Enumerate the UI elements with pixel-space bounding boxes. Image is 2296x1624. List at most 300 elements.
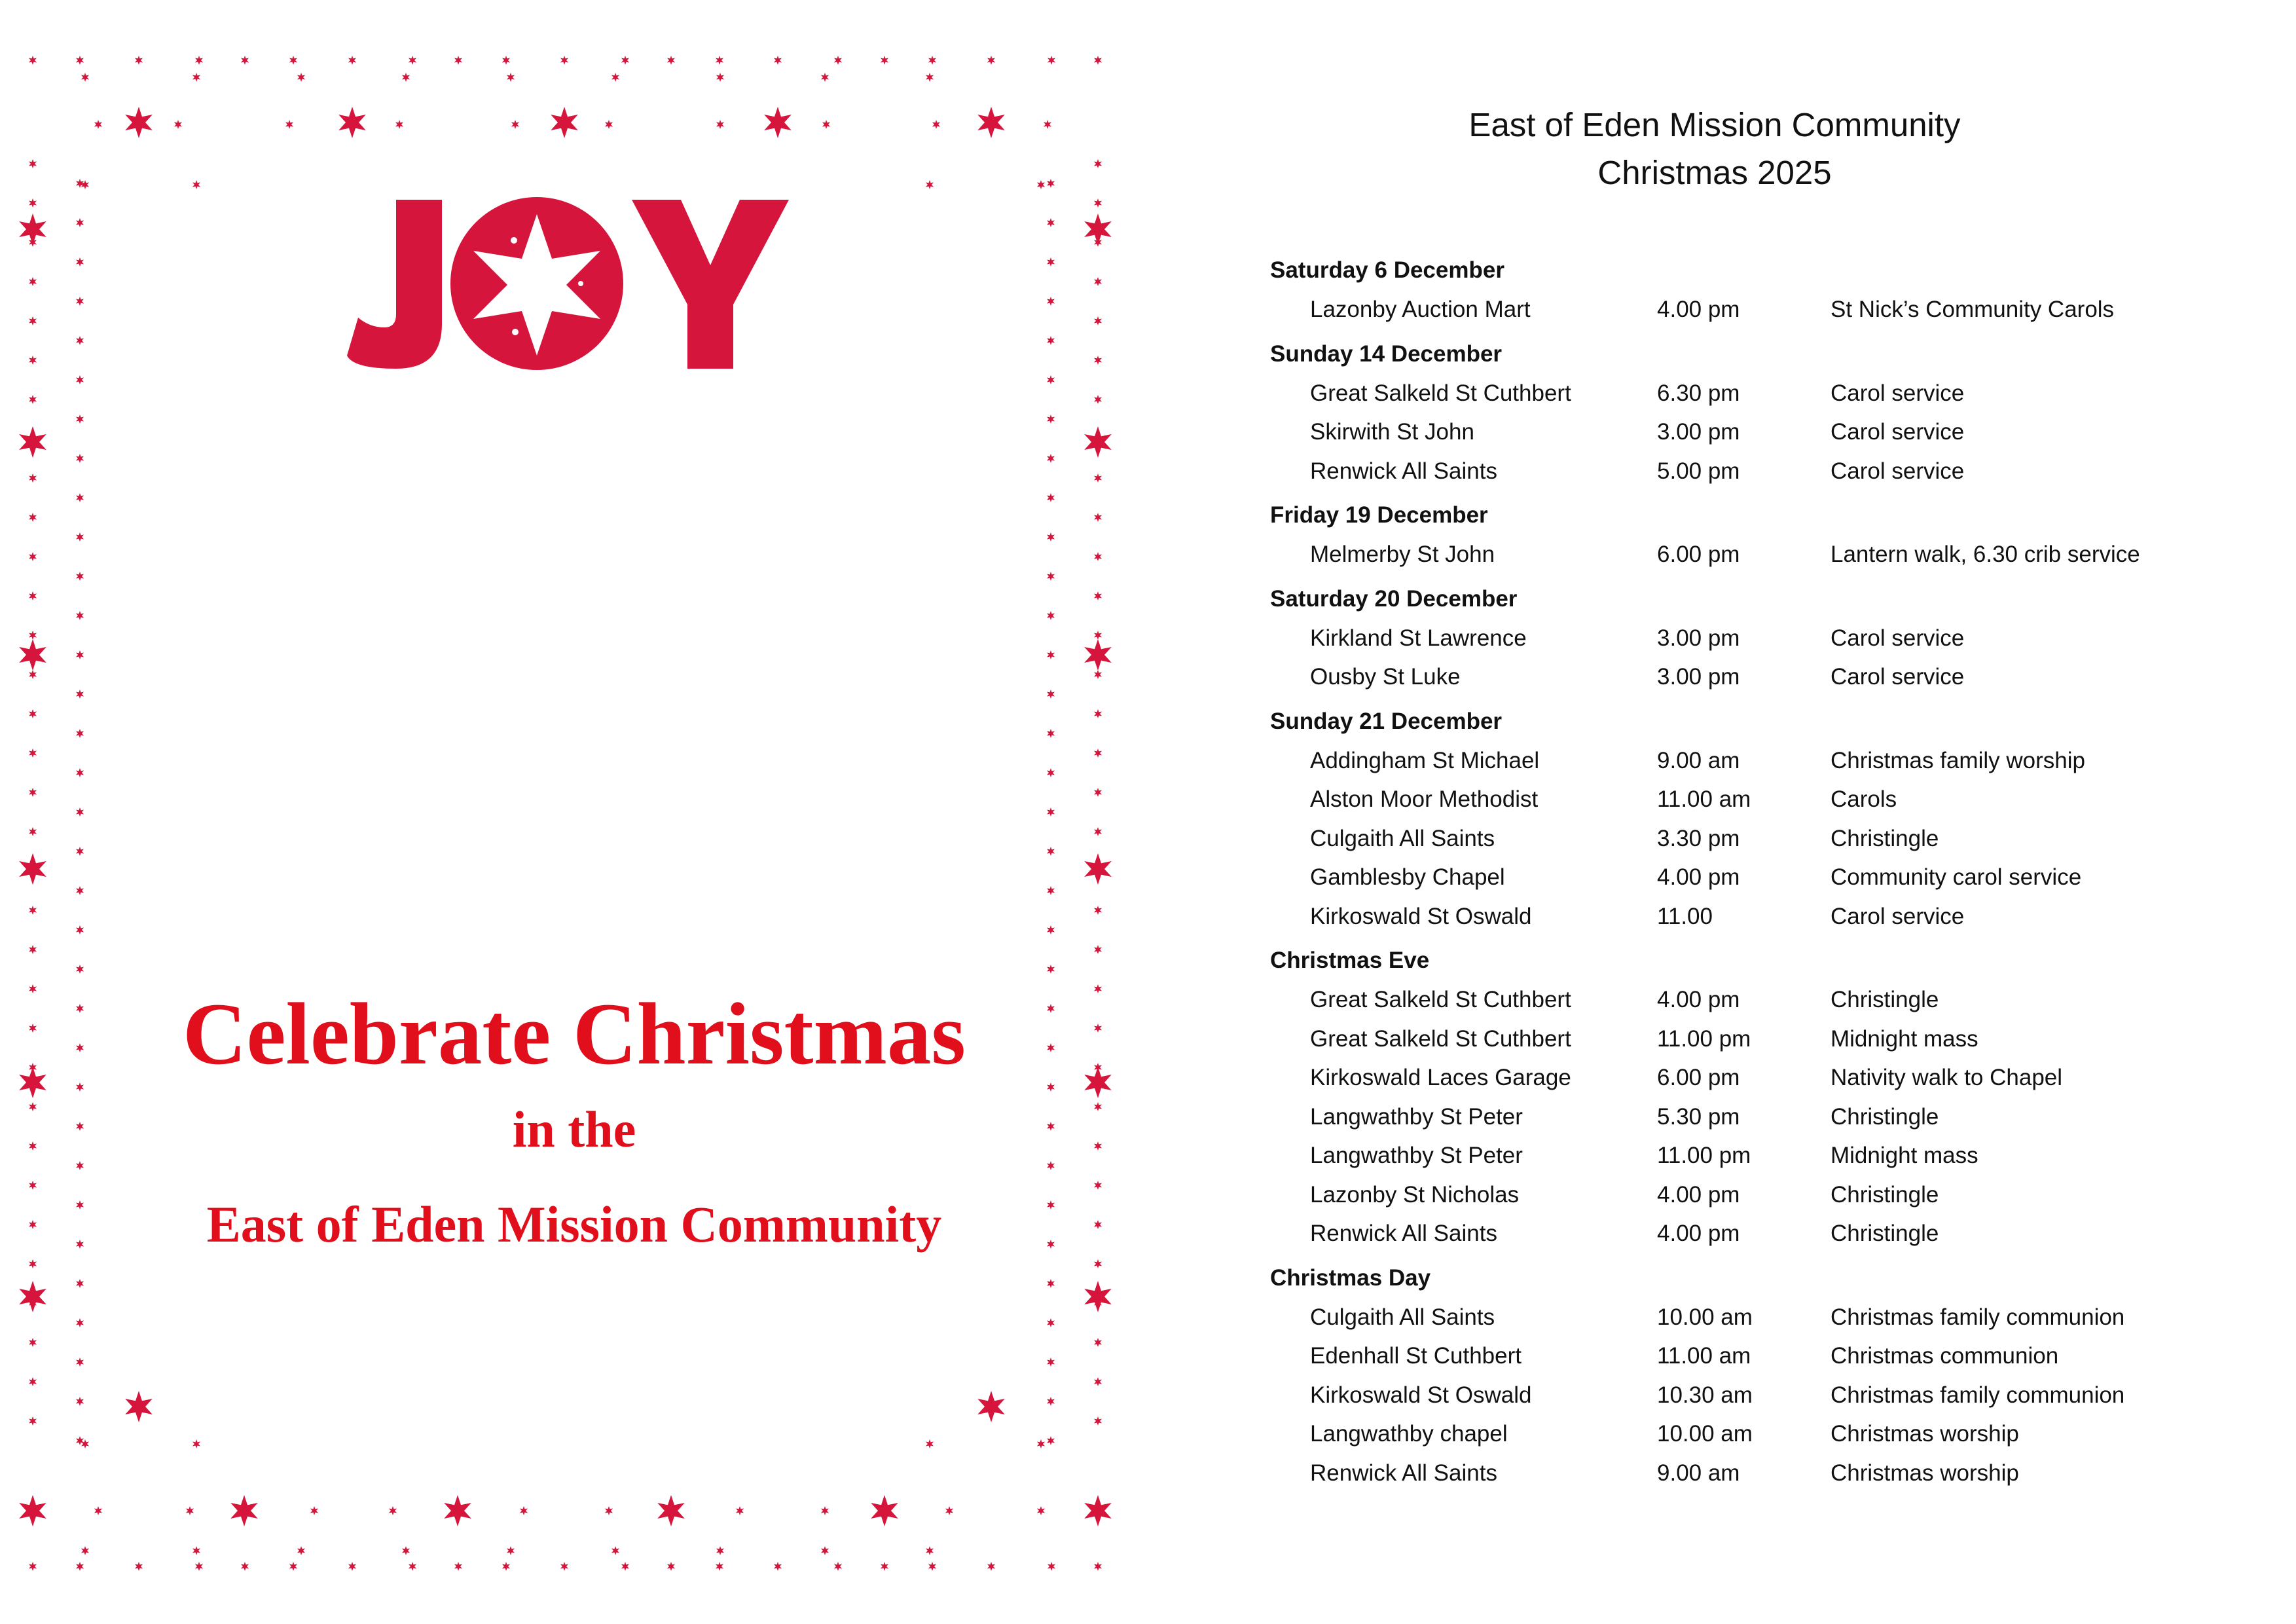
small-star-icon: [1094, 198, 1102, 208]
small-star-icon: [76, 297, 84, 306]
small-star-icon: [881, 1562, 888, 1571]
service-row: [1270, 741, 2278, 781]
large-star-icon: [764, 107, 792, 138]
service-time: 11.00 am: [1657, 1343, 1751, 1369]
small-star-icon: [1094, 1562, 1102, 1571]
service-row: [1270, 290, 2278, 329]
small-star-icon: [76, 886, 84, 895]
small-star-icon: [174, 120, 182, 129]
service-row: [1270, 819, 2278, 858]
small-star-icon: [621, 1562, 629, 1571]
small-star-icon: [1094, 277, 1102, 286]
service-time: 9.00 am: [1657, 1460, 1740, 1486]
service-row: [1270, 619, 2278, 658]
service-time: 4.00 pm: [1657, 297, 1740, 322]
day-title: Christmas Eve: [1270, 948, 1430, 973]
small-star-icon: [1094, 513, 1102, 522]
small-star-icon: [1047, 886, 1055, 895]
service-location: Great Salkeld St Cuthbert: [1310, 987, 1571, 1012]
small-star-icon: [29, 788, 37, 797]
service-time: 4.00 pm: [1657, 864, 1740, 890]
day-title: Christmas Day: [1270, 1264, 1431, 1291]
small-star-icon: [76, 729, 84, 738]
service-time: 3.00 pm: [1657, 664, 1740, 690]
small-star-icon: [881, 56, 888, 65]
service-location: Great Salkeld St Cuthbert: [1310, 380, 1571, 406]
service-row: [1270, 1414, 2278, 1454]
small-star-icon: [716, 73, 724, 82]
service-description: Carol service: [1831, 419, 1965, 445]
small-star-icon: [76, 847, 84, 856]
small-star-icon: [241, 1562, 249, 1571]
day-title: Sunday 21 December: [1270, 708, 1503, 734]
small-star-icon: [1094, 670, 1102, 679]
small-star-icon: [611, 73, 619, 82]
small-star-icon: [1047, 532, 1055, 542]
small-star-icon: [1094, 591, 1102, 600]
small-star-icon: [81, 1439, 89, 1449]
service-description: Christingle: [1831, 987, 1939, 1012]
small-star-icon: [192, 180, 200, 189]
small-star-icon: [29, 1181, 37, 1190]
celebrate-subtitle: in the: [512, 1101, 636, 1158]
service-description: Nativity walk to Chapel: [1831, 1065, 2063, 1090]
small-star-icon: [192, 1439, 200, 1449]
small-star-icon: [1047, 336, 1055, 345]
service-time: 4.00 pm: [1657, 987, 1740, 1012]
small-star-icon: [29, 709, 37, 718]
small-star-icon: [1048, 1562, 1055, 1571]
joy-logo: [344, 193, 795, 377]
small-star-icon: [736, 1506, 744, 1515]
small-star-icon: [76, 1397, 84, 1406]
service-location: Kirkoswald St Oswald: [1310, 1382, 1532, 1408]
small-star-icon: [402, 1546, 410, 1555]
service-location: Addingham St Michael: [1310, 747, 1540, 773]
large-star-icon: [125, 1391, 153, 1422]
small-star-icon: [1094, 631, 1102, 640]
small-star-icon: [29, 395, 37, 404]
small-star-icon: [821, 73, 829, 82]
service-location: Melmerby St John: [1310, 542, 1495, 567]
large-star-icon: [1084, 639, 1112, 671]
small-star-icon: [511, 120, 519, 129]
service-time: 4.00 pm: [1657, 1181, 1740, 1208]
service-row: [1270, 535, 2278, 574]
service-time: 5.30 pm: [1657, 1103, 1740, 1130]
celebrate-place: East of Eden Mission Community: [206, 1196, 942, 1253]
small-star-icon: [76, 1357, 84, 1367]
service-location: Kirkoswald St Oswald: [1310, 903, 1532, 929]
small-star-icon: [928, 1562, 936, 1571]
service-row: [1270, 1337, 2278, 1376]
service-row: [1270, 452, 2278, 491]
small-star-icon: [76, 532, 84, 542]
service-description: Midnight mass: [1831, 1143, 1978, 1168]
service-location: Lazonby Auction Mart: [1310, 297, 1531, 322]
large-star-icon: [125, 107, 153, 138]
service-row: [1270, 1454, 2278, 1493]
small-star-icon: [395, 120, 403, 129]
service-description: Christmas communion: [1831, 1343, 2059, 1369]
small-star-icon: [1047, 847, 1055, 856]
service-row: [1270, 1214, 2278, 1253]
service-time: 3.30 pm: [1657, 825, 1740, 851]
day-group: [1270, 1259, 2278, 1493]
small-star-icon: [76, 375, 84, 384]
service-time: 6.30 pm: [1657, 380, 1740, 406]
small-star-icon: [987, 56, 995, 65]
small-star-icon: [29, 827, 37, 836]
service-row: [1270, 1376, 2278, 1415]
small-star-icon: [285, 120, 293, 129]
small-star-icon: [774, 1562, 782, 1571]
service-description: Christmas worship: [1831, 1421, 2019, 1447]
service-location: Renwick All Saints: [1310, 1221, 1497, 1246]
service-description: Carol service: [1831, 903, 1965, 929]
large-star-icon: [657, 1495, 685, 1526]
small-star-icon: [1047, 1161, 1055, 1170]
small-star-icon: [1047, 611, 1055, 620]
small-star-icon: [389, 1506, 397, 1515]
small-star-icon: [29, 1416, 37, 1426]
large-star-icon: [1084, 1495, 1112, 1526]
service-time: 11.00 am: [1657, 786, 1751, 812]
day-group: [1270, 251, 2278, 329]
small-star-icon: [29, 316, 37, 325]
small-star-icon: [834, 56, 842, 65]
small-star-icon: [29, 945, 37, 954]
small-star-icon: [716, 120, 724, 129]
small-star-icon: [76, 257, 84, 267]
service-row: [1270, 413, 2278, 452]
service-description: Christmas worship: [1831, 1460, 2019, 1486]
small-star-icon: [928, 56, 936, 65]
service-time: 6.00 pm: [1657, 1065, 1740, 1090]
service-description: Carol service: [1831, 458, 1965, 484]
service-location: Skirwith St John: [1310, 419, 1474, 445]
small-star-icon: [945, 1506, 953, 1515]
day-title: Sunday 14 December: [1270, 341, 1503, 367]
service-description: Carol service: [1831, 380, 1965, 406]
small-star-icon: [1047, 1397, 1055, 1406]
small-star-icon: [987, 1562, 995, 1571]
small-star-icon: [29, 513, 37, 522]
small-star-icon: [29, 356, 37, 365]
small-star-icon: [611, 1546, 619, 1555]
service-row: [1270, 1098, 2278, 1137]
service-description: Christmas family communion: [1831, 1382, 2125, 1408]
small-star-icon: [560, 1562, 568, 1571]
small-star-icon: [1094, 56, 1102, 65]
schedule-page: [1148, 0, 2296, 1624]
small-star-icon: [76, 1161, 84, 1170]
small-star-icon: [1047, 965, 1055, 974]
small-star-icon: [1094, 906, 1102, 915]
small-star-icon: [1047, 179, 1055, 188]
small-star-icon: [605, 120, 613, 129]
service-description: Christingle: [1831, 825, 1939, 851]
small-star-icon: [29, 631, 37, 640]
service-time: 11.00: [1657, 903, 1713, 929]
small-star-icon: [81, 73, 89, 82]
small-star-icon: [29, 198, 37, 208]
small-star-icon: [29, 552, 37, 561]
small-star-icon: [76, 454, 84, 463]
small-star-icon: [29, 906, 37, 915]
service-description: Carol service: [1831, 664, 1965, 690]
service-location: Great Salkeld St Cuthbert: [1310, 1025, 1571, 1052]
service-description: Christmas family communion: [1831, 1304, 2125, 1330]
small-star-icon: [289, 1562, 297, 1571]
small-star-icon: [1094, 827, 1102, 836]
small-star-icon: [1047, 297, 1055, 306]
small-star-icon: [1047, 729, 1055, 738]
small-star-icon: [94, 120, 102, 129]
service-time: 10.00 am: [1657, 1421, 1753, 1447]
small-star-icon: [29, 473, 37, 483]
small-star-icon: [1047, 690, 1055, 699]
small-star-icon: [76, 336, 84, 345]
service-description: Community carol service: [1831, 864, 2082, 890]
service-location: Ousby St Luke: [1310, 664, 1461, 690]
small-star-icon: [507, 1546, 515, 1555]
small-star-icon: [29, 277, 37, 286]
service-location: Culgaith All Saints: [1310, 1304, 1495, 1330]
service-location: Alston Moor Methodist: [1310, 786, 1539, 812]
small-star-icon: [605, 1506, 613, 1515]
day-group: [1270, 335, 2278, 491]
small-star-icon: [1094, 395, 1102, 404]
small-star-icon: [1094, 1338, 1102, 1347]
small-star-icon: [409, 1562, 416, 1571]
small-star-icon: [1047, 493, 1055, 502]
large-star-icon: [338, 107, 366, 138]
small-star-icon: [135, 1562, 143, 1571]
small-star-icon: [76, 925, 84, 934]
small-star-icon: [1094, 316, 1102, 325]
small-star-icon: [1094, 356, 1102, 365]
service-location: Kirkland St Lawrence: [1310, 625, 1527, 651]
small-star-icon: [409, 56, 416, 65]
small-star-icon: [834, 1562, 842, 1571]
small-star-icon: [186, 1506, 194, 1515]
service-location: Langwathby chapel: [1310, 1421, 1508, 1447]
celebrate-title: Celebrate Christmas: [183, 986, 966, 1083]
small-star-icon: [502, 1562, 510, 1571]
small-star-icon: [289, 56, 297, 65]
small-star-icon: [195, 1562, 203, 1571]
service-location: Renwick All Saints: [1310, 458, 1497, 484]
small-star-icon: [1047, 807, 1055, 817]
service-time: 11.00 pm: [1657, 1025, 1751, 1052]
large-star-icon: [19, 639, 46, 671]
small-star-icon: [454, 56, 462, 65]
service-time: 4.00 pm: [1657, 1221, 1740, 1246]
small-star-icon: [192, 1546, 200, 1555]
small-star-icon: [348, 1562, 356, 1571]
small-star-icon: [1094, 238, 1102, 247]
service-description: Midnight mass: [1831, 1025, 1978, 1052]
small-star-icon: [76, 572, 84, 581]
small-star-icon: [1037, 1439, 1045, 1449]
small-star-icon: [1094, 1377, 1102, 1386]
service-time: 10.00 am: [1657, 1304, 1753, 1330]
service-location: Lazonby St Nicholas: [1310, 1181, 1520, 1208]
service-time: 3.00 pm: [1657, 625, 1740, 651]
small-star-icon: [1094, 945, 1102, 954]
small-star-icon: [241, 56, 249, 65]
small-star-icon: [926, 73, 934, 82]
day-group: [1270, 496, 2278, 574]
small-star-icon: [29, 238, 37, 247]
small-star-icon: [667, 1562, 675, 1571]
service-row: [1270, 897, 2278, 936]
small-star-icon: [76, 1562, 84, 1571]
service-row: [1270, 1136, 2278, 1175]
small-star-icon: [29, 159, 37, 168]
service-description: Christmas family worship: [1831, 747, 2085, 773]
large-star-icon: [230, 1495, 258, 1526]
service-row: [1270, 780, 2278, 819]
small-star-icon: [1047, 1318, 1055, 1327]
small-star-icon: [76, 493, 84, 502]
small-star-icon: [1094, 159, 1102, 168]
day-group: [1270, 702, 2278, 936]
small-star-icon: [76, 56, 84, 65]
small-star-icon: [29, 1259, 37, 1268]
service-location: Langwathby St Peter: [1310, 1103, 1523, 1130]
service-description: St Nick’s Community Carols: [1831, 297, 2115, 322]
small-star-icon: [716, 1562, 723, 1571]
service-location: Langwathby St Peter: [1310, 1143, 1523, 1168]
small-star-icon: [1094, 748, 1102, 758]
small-star-icon: [926, 1546, 934, 1555]
small-star-icon: [1037, 180, 1045, 189]
service-location: Kirkoswald Laces Garage: [1310, 1065, 1571, 1090]
service-row: [1270, 1298, 2278, 1337]
small-star-icon: [926, 1439, 934, 1449]
small-star-icon: [716, 56, 723, 65]
small-star-icon: [135, 56, 143, 65]
small-star-icon: [560, 56, 568, 65]
small-star-icon: [932, 120, 940, 129]
service-time: 9.00 am: [1657, 747, 1740, 773]
small-star-icon: [1037, 1506, 1045, 1515]
large-star-icon: [977, 1391, 1005, 1422]
service-time: 5.00 pm: [1657, 458, 1740, 484]
small-star-icon: [76, 807, 84, 817]
small-star-icon: [507, 73, 515, 82]
small-star-icon: [76, 690, 84, 699]
large-star-icon: [444, 1495, 471, 1526]
small-star-icon: [76, 1318, 84, 1327]
large-star-icon: [551, 107, 578, 138]
service-row: [1270, 374, 2278, 413]
service-description: Carol service: [1831, 625, 1965, 651]
small-star-icon: [1044, 120, 1051, 129]
small-star-icon: [76, 768, 84, 777]
service-location: Renwick All Saints: [1310, 1460, 1497, 1486]
day-group: [1270, 941, 2278, 1253]
small-star-icon: [1094, 1416, 1102, 1426]
small-star-icon: [348, 56, 356, 65]
small-star-icon: [192, 73, 200, 82]
service-description: Christingle: [1831, 1103, 1939, 1130]
small-star-icon: [76, 611, 84, 620]
service-description: Christingle: [1831, 1221, 1939, 1246]
small-star-icon: [621, 56, 629, 65]
small-star-icon: [1047, 1279, 1055, 1288]
small-star-icon: [29, 1562, 37, 1571]
service-row: [1270, 657, 2278, 697]
schedule-heading: East of Eden Mission Community: [1468, 106, 1961, 143]
service-location: Edenhall St Cuthbert: [1310, 1343, 1522, 1369]
service-time: 11.00 pm: [1657, 1143, 1751, 1168]
service-row: [1270, 1058, 2278, 1098]
small-star-icon: [76, 1279, 84, 1288]
small-star-icon: [29, 670, 37, 679]
small-star-icon: [774, 56, 782, 65]
service-row: [1270, 1020, 2278, 1059]
small-star-icon: [1094, 709, 1102, 718]
small-star-icon: [1047, 375, 1055, 384]
small-star-icon: [76, 415, 84, 424]
service-description: Christingle: [1831, 1181, 1939, 1208]
service-time: 10.30 am: [1657, 1382, 1753, 1408]
large-star-icon: [19, 1495, 46, 1526]
small-star-icon: [716, 1546, 724, 1555]
service-time: 3.00 pm: [1657, 419, 1740, 445]
service-location: Gamblesby Chapel: [1310, 864, 1505, 890]
small-star-icon: [1047, 572, 1055, 581]
small-star-icon: [454, 1562, 462, 1571]
service-description: Carols: [1831, 786, 1897, 812]
small-star-icon: [821, 1546, 829, 1555]
small-star-icon: [297, 1546, 305, 1555]
service-time: 6.00 pm: [1657, 542, 1740, 567]
small-star-icon: [310, 1506, 318, 1515]
small-star-icon: [1047, 768, 1055, 777]
service-row: [1270, 980, 2278, 1020]
small-star-icon: [1048, 56, 1055, 65]
small-star-icon: [502, 56, 510, 65]
small-star-icon: [76, 650, 84, 659]
small-star-icon: [822, 120, 830, 129]
small-star-icon: [94, 1506, 102, 1515]
small-star-icon: [81, 1546, 89, 1555]
day-group: [1270, 580, 2278, 697]
service-description: Lantern walk, 6.30 crib service: [1831, 542, 2140, 567]
small-star-icon: [1094, 473, 1102, 483]
day-title: Saturday 20 December: [1270, 585, 1518, 612]
small-star-icon: [29, 748, 37, 758]
small-star-icon: [1094, 788, 1102, 797]
service-row: [1270, 858, 2278, 897]
small-star-icon: [29, 1338, 37, 1347]
small-star-icon: [29, 1377, 37, 1386]
schedule-subheading: Christmas 2025: [1597, 154, 1832, 191]
small-star-icon: [1047, 1357, 1055, 1367]
small-star-icon: [76, 1436, 84, 1445]
small-star-icon: [1047, 415, 1055, 424]
day-title: Friday 19 December: [1270, 502, 1488, 528]
small-star-icon: [1047, 257, 1055, 267]
small-star-icon: [76, 218, 84, 227]
small-star-icon: [1047, 454, 1055, 463]
small-star-icon: [195, 56, 203, 65]
small-star-icon: [1047, 650, 1055, 659]
